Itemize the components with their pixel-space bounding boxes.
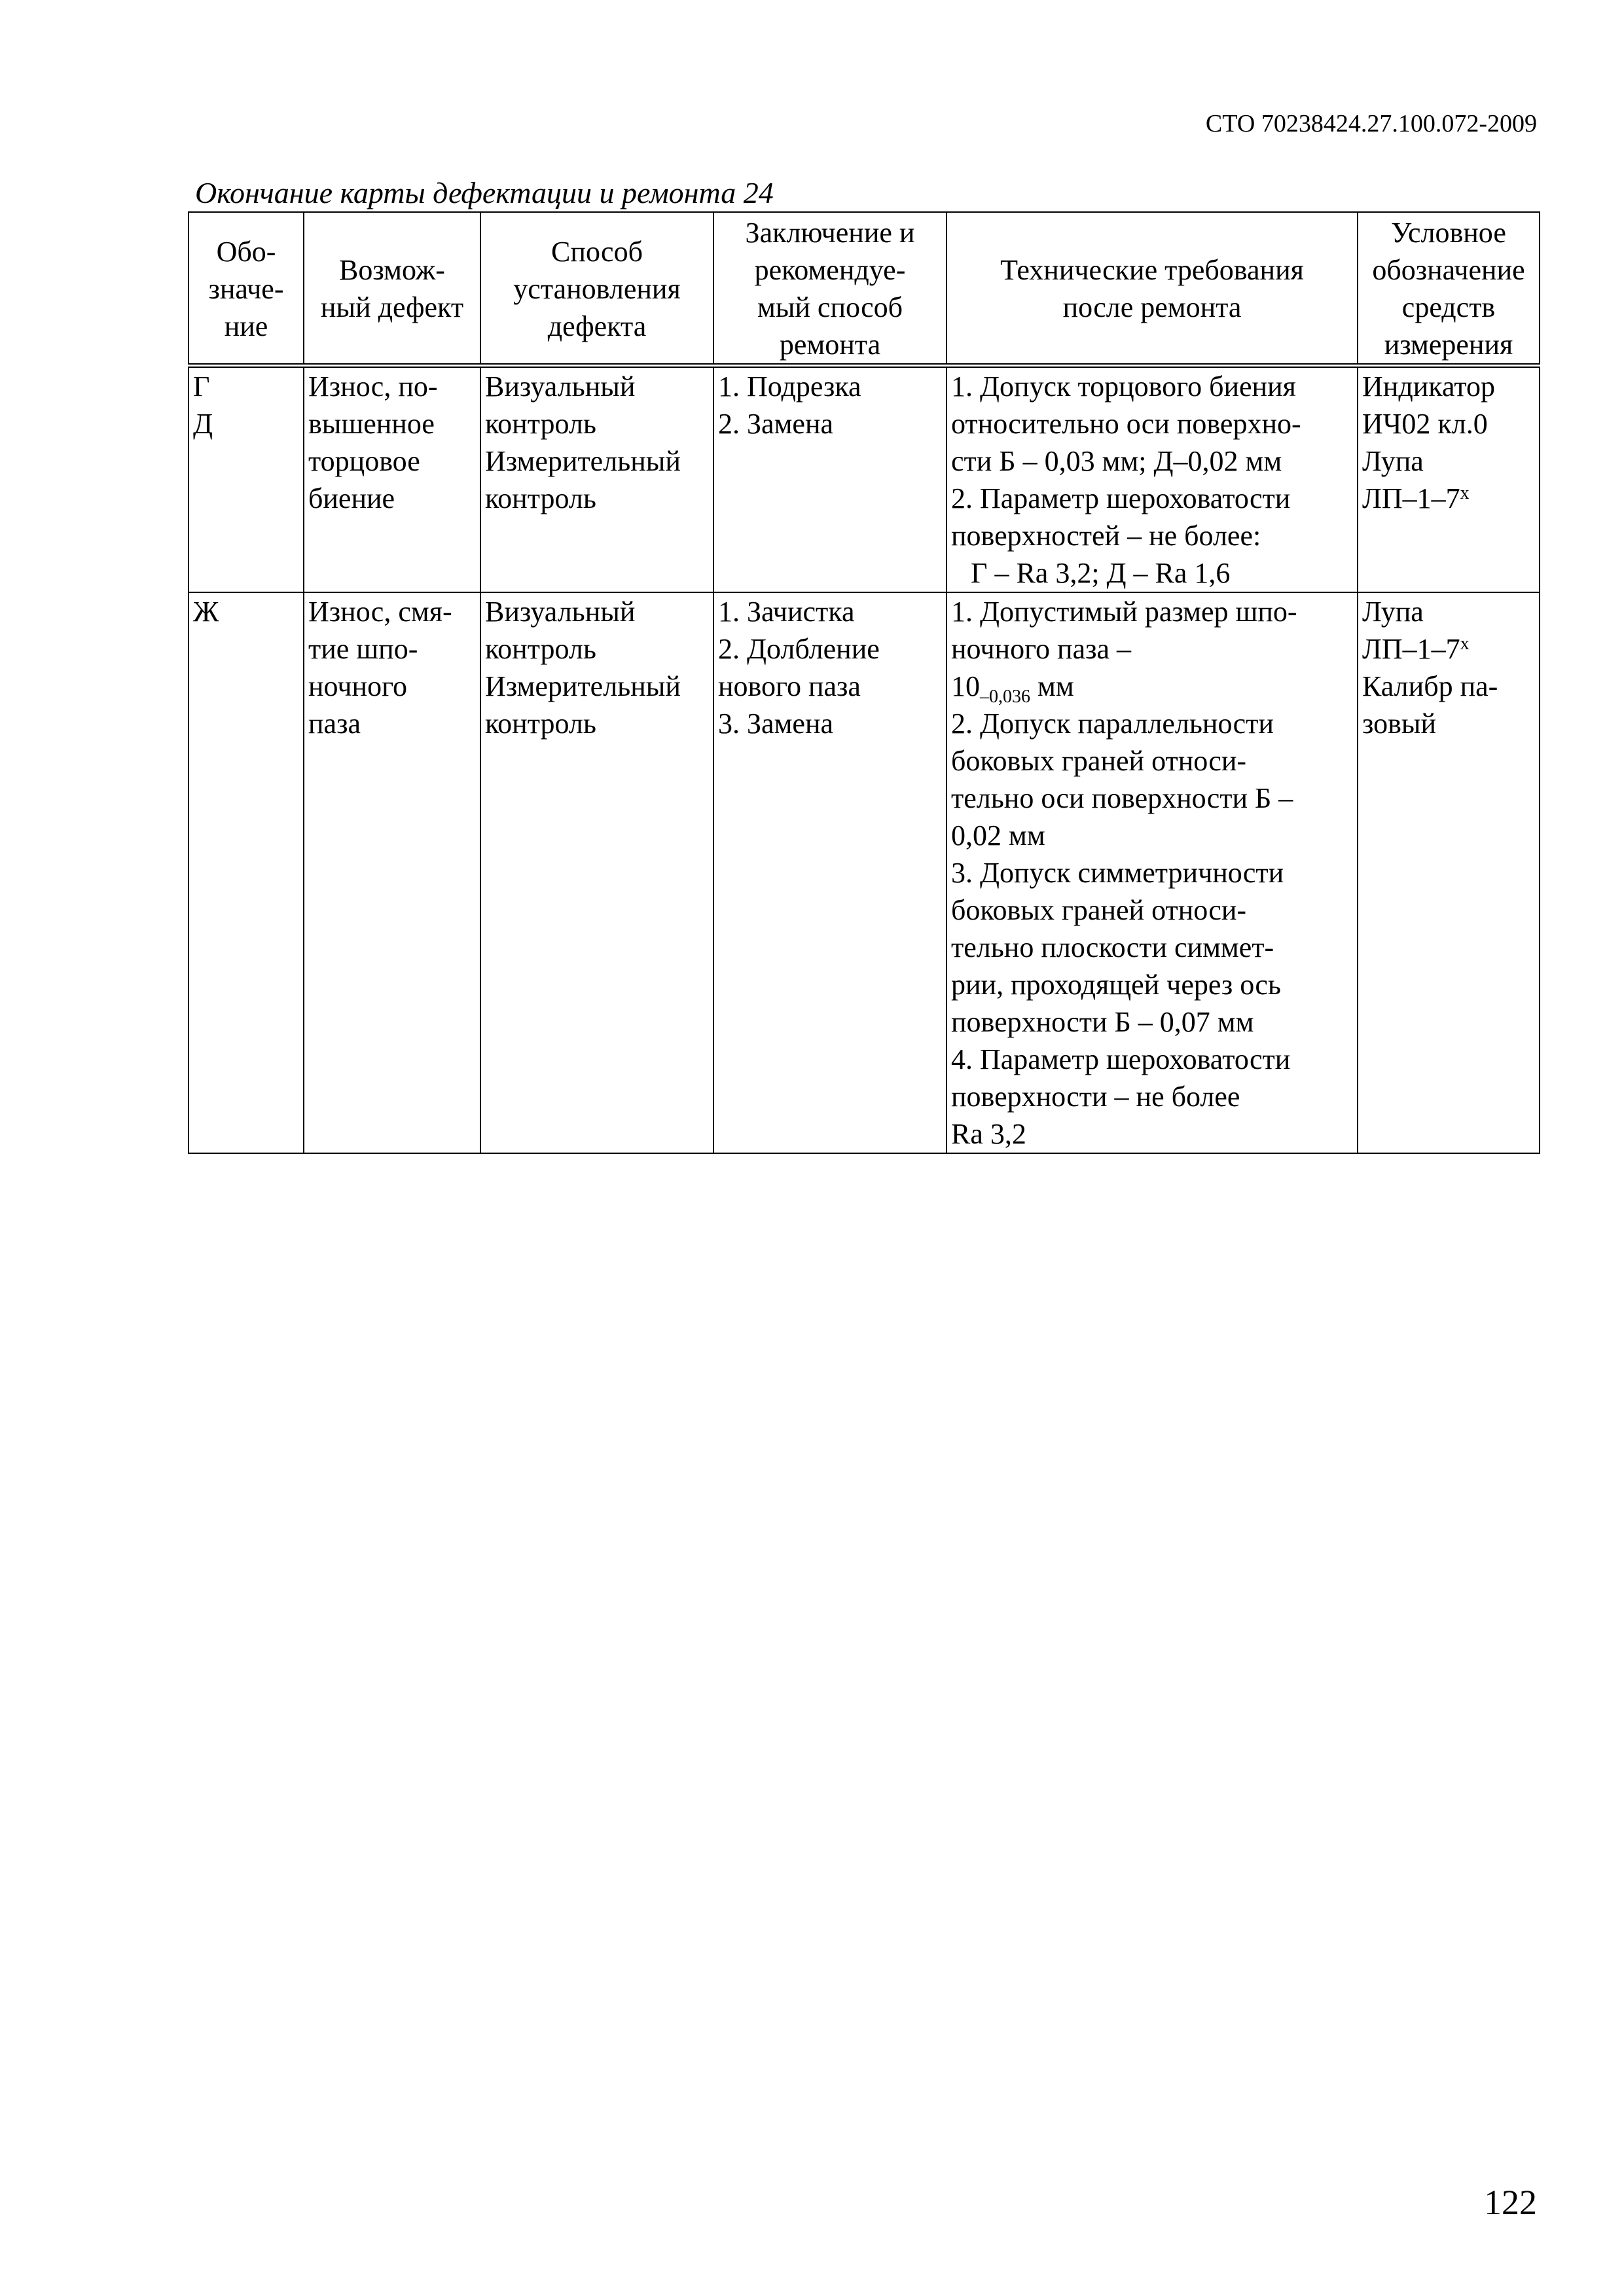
cell-requirements: 1. Допуск торцового биения относительно оси поверхно- сти Б – 0,03 мм; Д–0,02 мм 2. Параметр шероховатости поверхностей – не более: Г – Ra 3,2; Д – Ra 1,6 — [947, 366, 1358, 593]
header-designation: Обо- значе- ние — [189, 212, 304, 366]
header-repair: Заключение и рекомендуе- мый способ ремонта — [713, 212, 947, 366]
cell-defect: Износ, смя- тие шпо- ночного паза — [304, 592, 480, 1153]
cell-repair: 1. Подрезка 2. Замена — [713, 366, 947, 593]
cell-instruments: Индикатор ИЧ02 кл.0 Лупа $ЛП-1-7^х$ — [1358, 366, 1540, 593]
cell-method: Визуальный контроль Измерительный контроль — [480, 366, 713, 593]
document-code: СТО 70238424.27.100.072-2009 — [1205, 110, 1537, 137]
header-method: Способ установления дефекта — [480, 212, 713, 366]
defect-repair-table — [188, 211, 1540, 1154]
cell-designation: Г Д — [189, 366, 304, 593]
cell-requirements: 1. Допустимый размер шпо- ночного паза – $10_{-0,036}$ мм 2. Допуск параллельности боковых граней относи- тельно оси поверхности Б – 0,02 мм 3. Допуск симметричности боковых граней относи- тельно плоскости симмет- рии, проходящей через ось поверхности Б – 0,07 мм 4. Параметр шероховатости поверхности – не более Ra 3,2 — [947, 592, 1358, 1153]
page-number: 122 — [1484, 2183, 1537, 2222]
superscript-x: х — [1460, 483, 1470, 503]
header-requirements: Технические требования после ремонта — [947, 212, 1358, 366]
table-caption: Окончание карты дефектации и ремонта 24 — [195, 176, 774, 209]
table-header-row — [189, 212, 1540, 366]
cell-instruments: Лупа $ЛП-1-7^х$ Калибр па- зовый — [1358, 592, 1540, 1153]
cell-designation: Ж — [189, 592, 304, 1153]
cell-repair: 1. Зачистка 2. Долбление нового паза 3. Замена — [713, 592, 947, 1153]
table-row — [189, 366, 1540, 593]
header-defect: Возмож- ный дефект — [304, 212, 480, 366]
header-instruments: Условное обозначение средств измерения — [1358, 212, 1540, 366]
cell-method: Визуальный контроль Измерительный контроль — [480, 592, 713, 1153]
cell-defect: Износ, по- вышенное торцовое биение — [304, 366, 480, 593]
table-row — [189, 592, 1540, 1153]
superscript-x: х — [1460, 634, 1470, 654]
key-size-value: $10_{-0,036}$ мм — [951, 670, 1074, 707]
